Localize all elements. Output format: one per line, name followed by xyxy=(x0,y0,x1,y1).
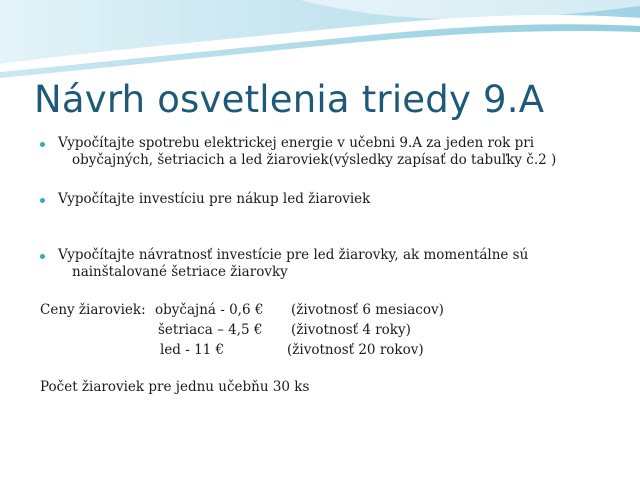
price-row-life: (životnosť 20 rokov) xyxy=(287,342,424,358)
slide-title: Návrh osvetlenia triedy 9.A xyxy=(34,78,545,121)
price-row-life: (životnosť 6 mesiacov) xyxy=(291,302,444,318)
bulb-count-text: Počet žiaroviek pre jednu učebňu 30 ks xyxy=(40,379,310,395)
bullet-1-line-1: Vypočítajte spotrebu elektrickej energie v učebni 9.A za jeden rok pri xyxy=(58,135,535,151)
bullet-dot-icon xyxy=(40,142,45,147)
bullet-3-line-1: Vypočítajte návratnosť investície pre led žiarovky, ak momentálne sú xyxy=(58,247,529,263)
bullet-dot-icon xyxy=(40,198,45,203)
bullet-3-line-2: nainštalované šetriace žiarovky xyxy=(72,264,288,280)
price-row-name: led - 11 € xyxy=(160,342,225,358)
price-row-name: obyčajná - 0,6 € xyxy=(155,302,264,318)
price-row-name: šetriaca – 4,5 € xyxy=(158,322,263,338)
bullet-2-line-1: Vypočítajte investíciu pre nákup led žiaroviek xyxy=(58,191,371,207)
price-row-life: (životnosť 4 roky) xyxy=(291,322,411,338)
bullet-1-line-2: obyčajných, šetriacich a led žiaroviek(výsledky zapísať do tabuľky č.2 ) xyxy=(72,152,557,168)
bullet-dot-icon xyxy=(40,254,45,259)
prices-label: Ceny žiaroviek: xyxy=(40,302,146,318)
